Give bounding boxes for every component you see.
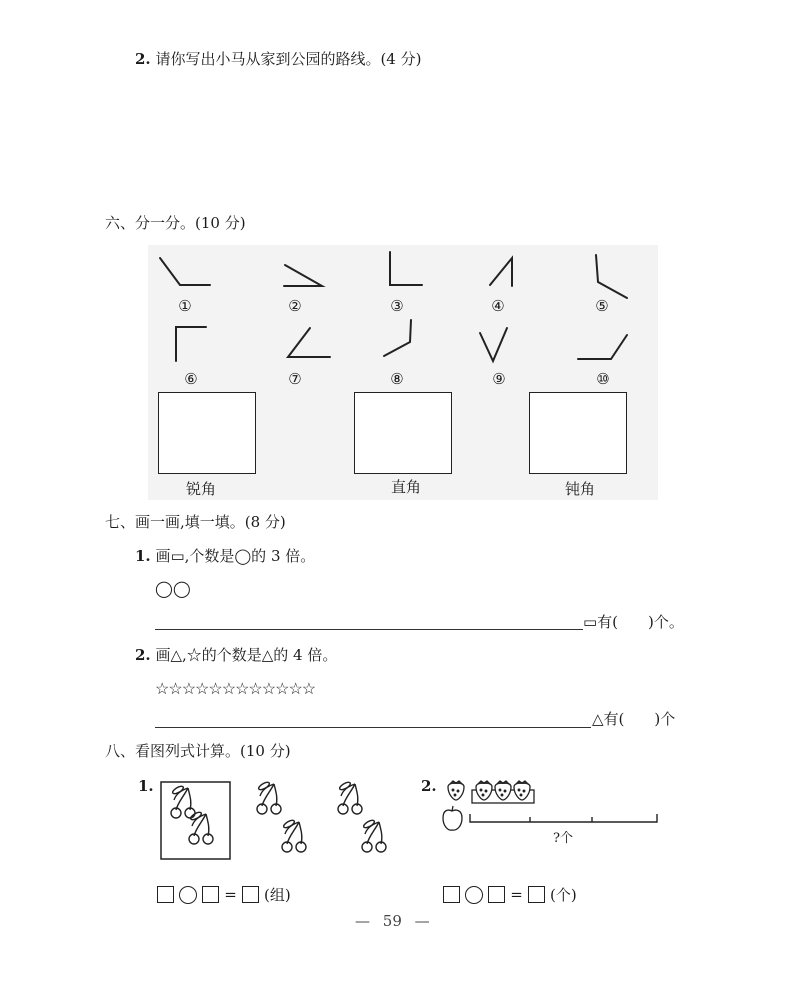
answer-box[interactable] (202, 886, 219, 903)
q5-2-number: 2. (135, 50, 151, 68)
answer-box[interactable] (528, 886, 545, 903)
strawberry-icon-2 (476, 781, 492, 800)
right-angle-label: 直角 (391, 478, 422, 496)
s7-item2-given-stars: ☆☆☆☆☆☆☆☆☆☆☆☆ (155, 679, 316, 698)
s7-item1-number: 1. (135, 547, 151, 565)
acute-angle-label: 锐角 (186, 480, 217, 498)
section6-heading: 六、分一分。(10 分) (105, 214, 246, 232)
answer-box[interactable] (488, 886, 505, 903)
angle-label-5: ⑤ (595, 297, 609, 315)
s7-item1-text: 画▭,个数是◯的 3 倍。 (155, 547, 316, 565)
unit-label: (组) (264, 886, 291, 904)
brace-question-label: ?个 (553, 831, 573, 846)
q5-2-text: 请你写出小马从家到公园的路线。(4 分) (155, 50, 422, 68)
s7-item2-text: 画△,☆的个数是△的 4 倍。 (155, 646, 338, 664)
s8-item1-number: 1. (138, 777, 154, 795)
operator-circle[interactable] (465, 886, 483, 904)
strawberry-icons (448, 781, 534, 803)
footer-dash-left: — (355, 912, 370, 930)
angle-label-2: ② (288, 297, 302, 315)
apple-brace (470, 814, 657, 822)
angle-label-4: ④ (491, 297, 505, 315)
section8-heading: 八、看图列式计算。(10 分) (105, 742, 291, 760)
angle-label-1: ① (178, 297, 192, 315)
angle-label-8: ⑧ (390, 370, 404, 388)
angle-label-3: ③ (390, 297, 404, 315)
answer-box[interactable] (443, 886, 460, 903)
page-number: 59 (382, 912, 402, 930)
angle-label-7: ⑦ (288, 370, 302, 388)
s7-item2-number: 2. (135, 646, 151, 664)
s7-item1-given-circles: ◯◯ (155, 579, 191, 598)
s7-item1-answer[interactable]: ▭有( )个。 (583, 613, 684, 631)
unit-label: (个) (550, 886, 577, 904)
strawberry-icon-1 (448, 781, 464, 800)
s8-item2-equation (443, 884, 577, 905)
apple-icon (443, 806, 462, 830)
angle-label-9: ⑨ (492, 370, 506, 388)
s8-item1-equation (157, 884, 291, 905)
answer-box[interactable] (157, 886, 174, 903)
angle-label-6: ⑥ (184, 370, 198, 388)
s8-item2-number: 2. (421, 777, 437, 795)
angle-label-10: ⑩ (596, 370, 610, 388)
section7-heading: 七、画一画,填一填。(8 分) (105, 513, 286, 531)
s7-item2-answer[interactable]: △有( )个 (592, 710, 676, 728)
obtuse-angle-label: 钝角 (565, 480, 596, 498)
operator-circle[interactable] (179, 886, 197, 904)
strawberry-icon-4 (514, 781, 530, 800)
footer-dash-right: — (414, 912, 430, 930)
page-footer (355, 914, 430, 929)
equals-sign: = (224, 885, 237, 904)
strawberry-icon-3 (495, 781, 511, 800)
equals-sign: = (510, 885, 523, 904)
answer-box[interactable] (242, 886, 259, 903)
